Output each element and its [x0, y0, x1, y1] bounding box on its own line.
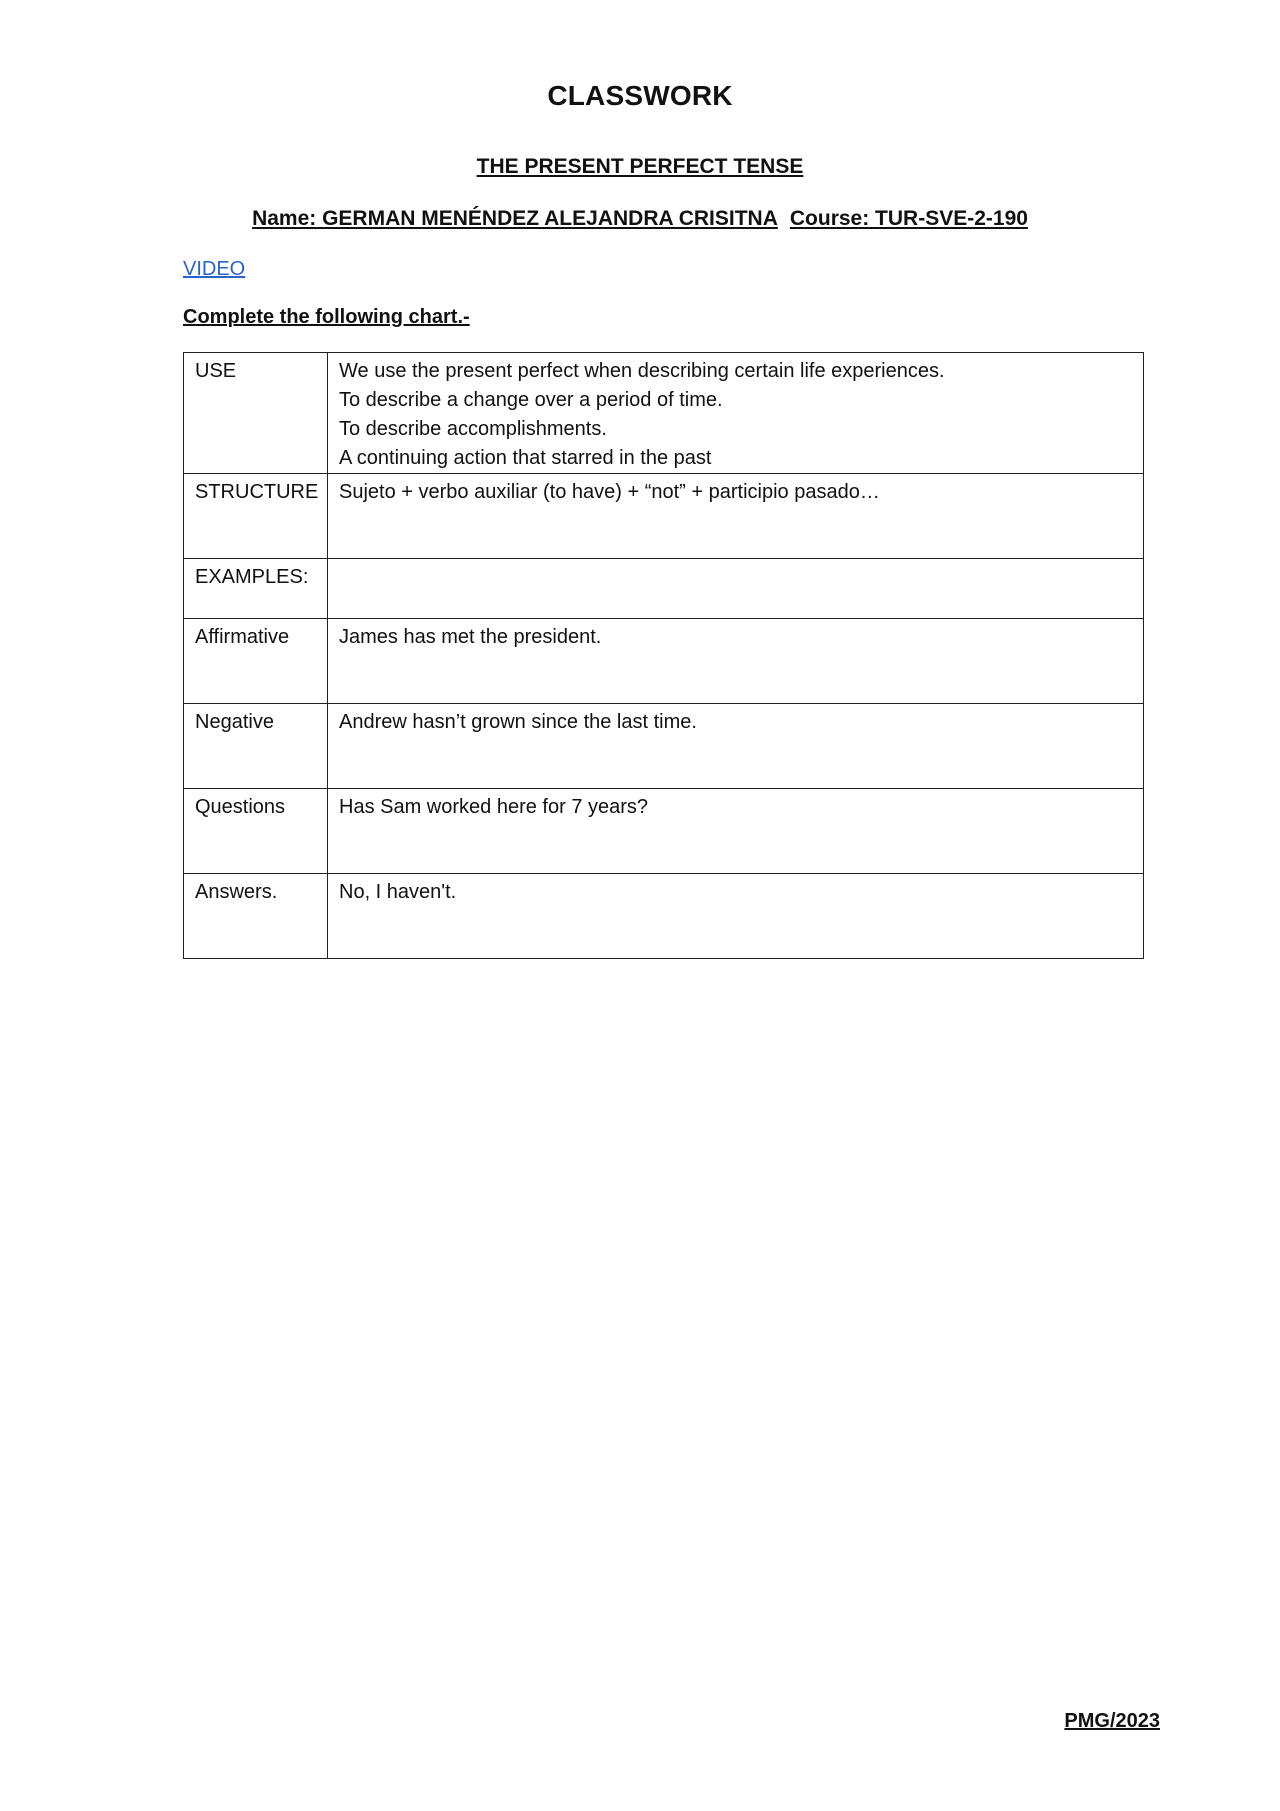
answers-cell: No, I haven't. — [328, 874, 1144, 959]
student-info-line — [0, 207, 1280, 231]
use-line: To describe accomplishments. — [339, 418, 607, 440]
row-label-examples: EXAMPLES: — [184, 559, 328, 619]
table-row-use — [184, 353, 1144, 474]
row-label-structure: STRUCTURE — [184, 474, 328, 559]
page-title: CLASSWORK — [547, 80, 733, 111]
student-name: Name: GERMAN MENÉNDEZ ALEJANDRA CRISITNA — [252, 207, 778, 230]
table-row-answers — [184, 874, 1144, 959]
table-row-questions — [184, 789, 1144, 874]
table-row-structure — [184, 474, 1144, 559]
row-label-negative: Negative — [184, 704, 328, 789]
structure-cell: Sujeto + verbo auxiliar (to have) + “not” + participio pasado… — [328, 474, 1144, 559]
video-link[interactable]: VIDEO — [183, 258, 246, 280]
examples-cell — [328, 559, 1144, 619]
table-row-negative — [184, 704, 1144, 789]
row-label-answers: Answers. — [184, 874, 328, 959]
row-label-affirmative: Affirmative — [184, 619, 328, 704]
use-line: To describe a change over a period of time. — [339, 389, 723, 411]
row-label-questions: Questions — [184, 789, 328, 874]
table-row-examples — [184, 559, 1144, 619]
row-label-use: USE — [184, 353, 328, 474]
negative-cell: Andrew hasn’t grown since the last time. — [328, 704, 1144, 789]
instruction-heading: Complete the following chart.- — [183, 306, 470, 328]
use-line: We use the present perfect when describing certain life experiences. — [339, 360, 945, 382]
use-line: A continuing action that starred in the past — [339, 447, 712, 469]
present-perfect-chart — [183, 352, 1144, 959]
questions-cell: Has Sam worked here for 7 years? — [328, 789, 1144, 874]
use-cell — [328, 353, 1144, 474]
course-code: Course: TUR-SVE-2-190 — [789, 207, 1028, 230]
footer-signature: PMG/2023 — [1064, 1710, 1160, 1732]
table-row-affirmative — [184, 619, 1144, 704]
affirmative-cell: James has met the president. — [328, 619, 1144, 704]
page-subtitle: THE PRESENT PERFECT TENSE — [476, 155, 804, 178]
